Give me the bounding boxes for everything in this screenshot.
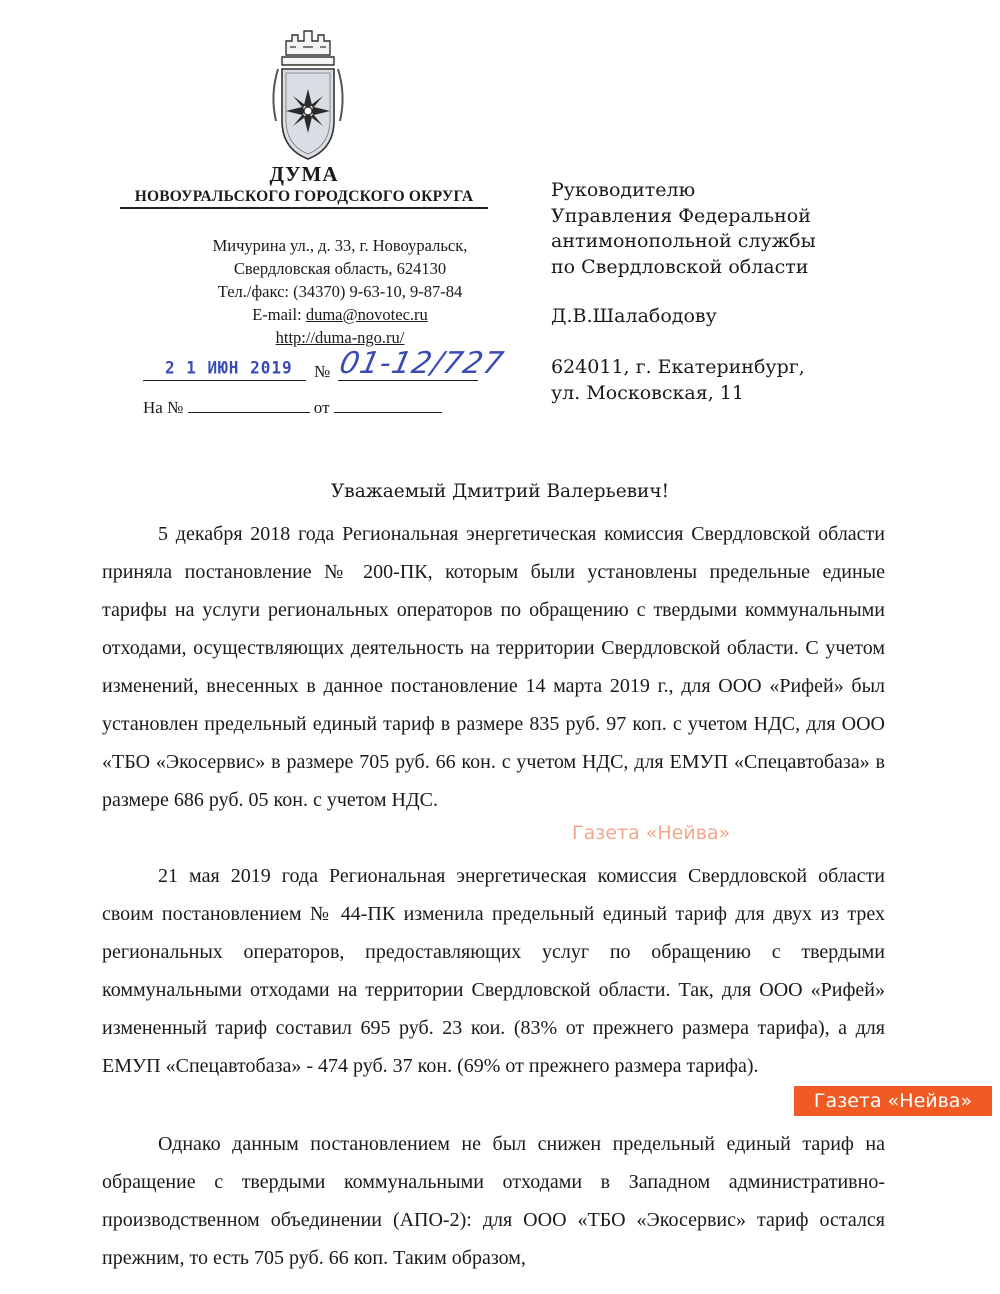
watermark-badge: Газета «Нейва» (794, 1086, 992, 1116)
recipient-line-3: антимонопольной службы (551, 230, 816, 252)
registration-number-handwritten: 01-12/727 (336, 346, 508, 381)
body-paragraph-1: 5 декабря 2018 года Региональная энергетическая комиссия Свердловской области приняла постановление № 200-ПК, которым были установлены предельные единые тарифы на услуги региональных операторов по обращению с твердыми коммунальными отходами, осуществляющих деятельность на территории Свердловской области. С учетом изменений, внесенных в данное постановление 14 марта 2019 г., для ООО «Рифей» был установлен предельный единый тариф в размере 835 руб. 97 коп. с учетом НДС, для ООО «ТБО «Экосервис» в размере 705 руб. 66 кон. с учетом НДС, для ЕМУП «Спецавтобаза» в размере 686 руб. 05 кон. с учетом НДС. (102, 523, 885, 811)
registration-date-underline (143, 380, 306, 381)
recipient-name: Д.В.Шалабодову (551, 305, 717, 327)
sender-address-line-1: Мичурина ул., д. 33, г. Новоуральск, (212, 236, 468, 255)
recipient-address-line-2: ул. Московская, 11 (551, 381, 744, 404)
reference-line (143, 396, 442, 418)
recipient-line-4: по Свердловской области (551, 255, 809, 278)
salutation: Уважаемый Дмитрий Валерьевич! (330, 481, 670, 502)
registration-number-label: № (314, 362, 331, 381)
website-link[interactable]: http://duma-ngo.ru/ (275, 328, 405, 347)
reference-date-label: от (313, 398, 330, 417)
recipient-line-2: Управления Федеральной (551, 204, 811, 227)
recipient-address-block (551, 355, 805, 406)
recipient-address-line-1: 624011, г. Екатеринбург, (551, 356, 805, 378)
organization-subtitle: НОВОУРАЛЬСКОГО ГОРОДСКОГО ОКРУГА (120, 188, 488, 209)
recipient-position-block (551, 178, 816, 280)
sender-email-line (120, 303, 560, 326)
recipient-line-1: Руководителю (551, 179, 696, 201)
reference-date-blank (334, 396, 442, 413)
sender-phone: Тел./факс: (34370) 9-63-10, 9-87-84 (217, 282, 463, 301)
body-paragraph-2: 21 мая 2019 года Региональная энергетическая комиссия Свердловской области своим постановлением № 44-ПК изменила предельный единый тариф для двух из трех региональных операторов, предоставляющих услуг по обращению с твердыми коммунальными отходами на территории Свердловской области. Так, для ООО «Рифей» измененный тариф составил 695 руб. 23 кои. (83% от прежнего размера тарифа), а для ЕМУП «Спецавтобаза» - 474 руб. 37 кон. (69% от прежнего размера тарифа). (102, 865, 885, 1077)
body-paragraph-3: Однако данным постановлением не был снижен предельный единый тариф на обращение с твердыми коммунальными отходами в Западном административно-производственном объединении (АПО-2): для ООО «ТБО «Экосервис» тариф остался прежним, то есть 705 руб. 66 коп. Таким образом, (102, 1133, 885, 1269)
coat-of-arms-emblem (268, 25, 348, 163)
reference-number-label: На № (143, 398, 184, 417)
reference-number-blank (188, 396, 310, 413)
organization-title: ДУМА (269, 162, 339, 186)
sender-address-block (120, 234, 560, 349)
email-label: E-mail: (252, 305, 306, 324)
sender-address-line-2: Свердловская область, 624130 (233, 259, 447, 278)
registration-date-stamp: 2 1 ИЮН 2019 (165, 357, 293, 378)
email-link[interactable]: duma@novotec.ru (305, 305, 428, 324)
faded-watermark: Газета «Нейва» (572, 822, 731, 844)
